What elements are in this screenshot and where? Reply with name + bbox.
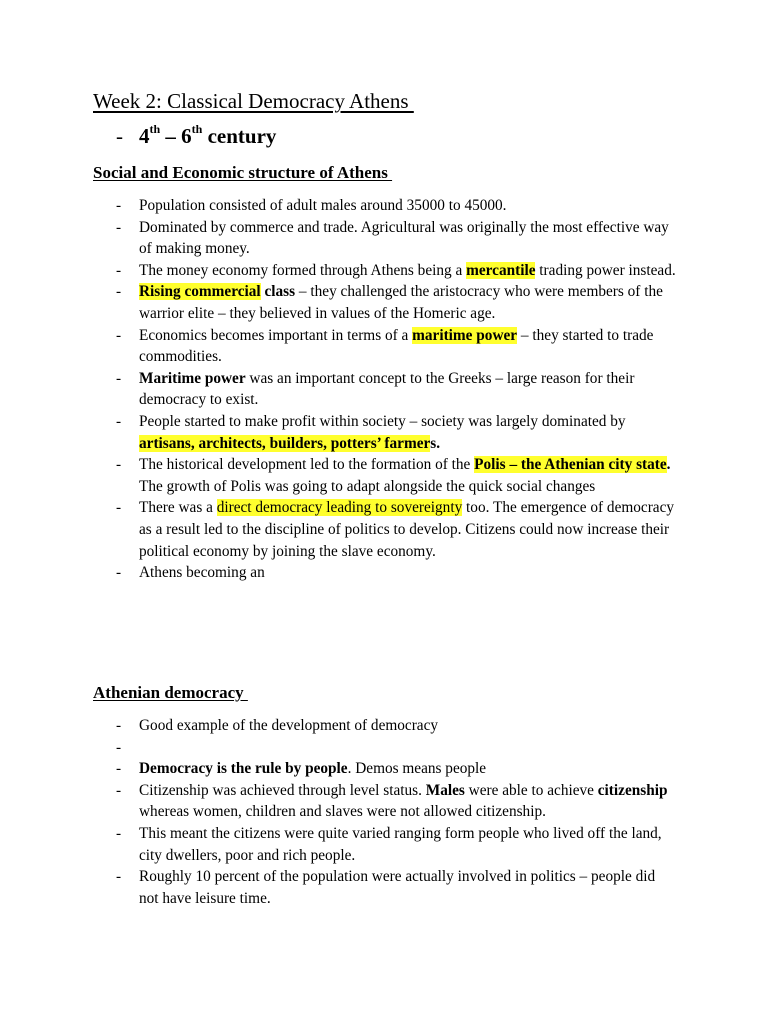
item-text: The money economy formed through Athens being a [139,261,467,279]
item-text: – they challenged the aristocracy who were members of the warrior elite – they believed in values of the Homeric age. [139,283,663,322]
bold-text: Maritime power [139,369,246,387]
item-text: This meant the citizens were quite varied ranging form people who lived off the land, city dwellers, poor and rich people. [139,824,662,864]
list-item [116,823,676,866]
item-text: There was a [139,499,217,517]
century-b-sup: th [191,122,203,136]
section-heading-athenian-democracy: Athenian democracy [93,683,248,702]
list-item [116,411,676,454]
item-text: Good example of the development of democracy [139,717,439,734]
item-text: Population consisted of adult males around 35000 to 45000. [139,197,507,214]
list-item [116,454,676,497]
document-title: Week 2: Classical Democracy Athens [93,89,414,113]
item-text: Roughly 10 percent of the population were actually involved in politics – people did not have leisure time. [139,868,656,907]
century-bullet [116,122,276,150]
item-text: trading power instead. [535,261,676,279]
athenian-democracy-list [116,715,676,909]
item-text: were able to achieve [464,781,598,799]
list-item [116,780,676,823]
item-text: – they started to trade commodities. [139,326,654,366]
century-mid: – 6 [160,124,192,148]
item-text: Economics becomes important in terms of a [139,326,413,344]
bold-text: class [260,283,296,301]
list-item [116,325,676,368]
century-a-sup: th [149,122,161,136]
item-text: The historical development led to the formation of the [139,456,475,474]
list-item [116,195,676,217]
bold-text: s. [430,434,441,452]
social-economic-list [116,195,676,584]
century-dash: - [116,124,123,148]
bold-text: Democracy is the rule by people [139,760,348,778]
list-item [116,368,676,411]
item-text: was an important concept to the Greeks – large reason for their democracy to exist. [139,369,635,409]
item-text: Athens becoming an [139,564,265,582]
list-item [116,281,676,324]
list-item [116,562,676,584]
item-text: The growth of Polis was going to adapt alongside the quick social changes [139,477,596,495]
item-text: People started to make profit within society – society was largely dominated by [139,412,626,430]
highlight-rising-commercial: Rising commercial [139,283,261,301]
bold-text: Males [425,781,465,799]
item-text: Dominated by commerce and trade. Agricultural was originally the most effective way of making money. [139,218,669,258]
list-item [116,217,676,260]
item-text: Citizenship was achieved through level status. [139,781,426,799]
century-a: 4 [139,124,150,148]
item-text: . Demos means people [347,760,487,778]
list-item [116,715,676,737]
highlight-artisans: artisans, architects, builders, potters’ farmer [139,434,431,452]
list-item [116,866,676,909]
highlight-direct-democracy: direct democracy leading to sovereignty [216,499,463,517]
bold-text: . [666,456,671,474]
highlight-polis: Polis – the Athenian city state [474,456,667,474]
list-item [116,260,676,282]
list-item [116,758,676,780]
item-text: whereas women, children and slaves were not allowed citizenship. [139,803,546,821]
section-heading-social-economic: Social and Economic structure of Athens [93,163,393,182]
item-text: too. The emergence of democracy as a result led to the discipline of politics to develop. Citizens could now increase their political economy by joining the slave economy. [139,499,675,560]
list-item [116,497,676,562]
highlight-maritime-power: maritime power [412,326,518,344]
century-end: century [202,124,277,148]
list-item-empty [116,737,676,759]
highlight-mercantile: mercantile [466,261,536,279]
bold-text: citizenship [597,781,668,799]
